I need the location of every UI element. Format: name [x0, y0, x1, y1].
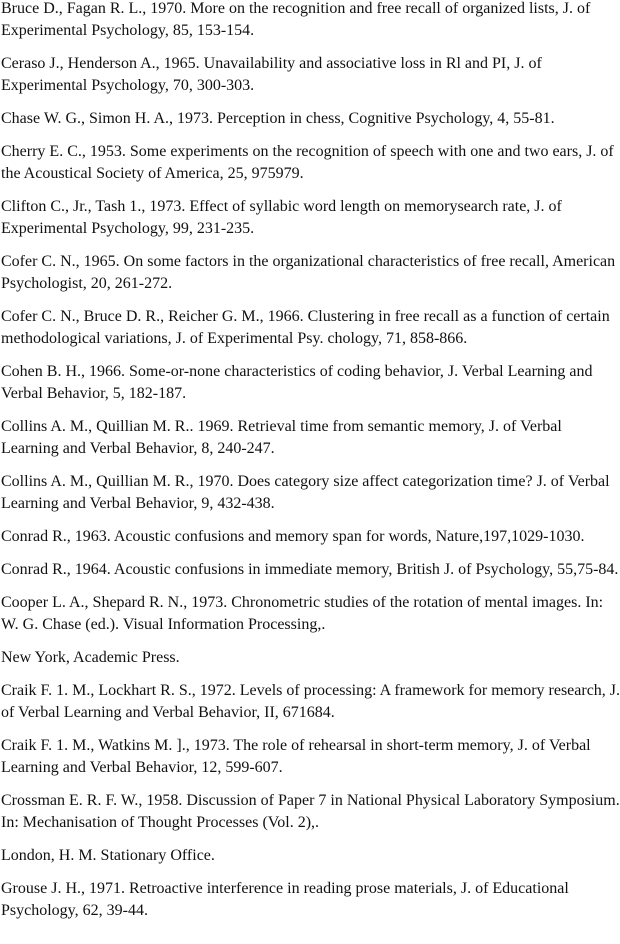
reference-entry: [1, 559, 620, 581]
reference-line: Conrad R., 1964. Acoustic confusions in immediate memory, British J. of Psychology, 55,75-84.: [1, 561, 619, 578]
reference-line: Learning and Verbal Behavior, 9, 432-438.: [1, 495, 275, 512]
reference-entry: [1, 647, 620, 669]
reference-entry: [1, 680, 620, 724]
reference-line: W. G. Chase (ed.). Visual Information Processing,.: [1, 616, 326, 633]
reference-line: Collins A. M., Quillian M. R., 1970. Does category size affect categorization time? J. of Verbal: [1, 473, 610, 490]
reference-line: Cherry E. C., 1953. Some experiments on the recognition of speech with one and two ears, J. of: [1, 143, 614, 160]
reference-entry: [1, 108, 620, 130]
reference-line: Ceraso J., Henderson A., 1965. Unavailability and associative loss in Rl and PI, J. of: [1, 55, 542, 72]
reference-line: Conrad R., 1963. Acoustic confusions and memory span for words, Nature,197,1029-1030.: [1, 528, 585, 545]
reference-entry: [1, 878, 620, 922]
reference-line: Bruce D., Fagan R. L., 1970. More on the recognition and free recall of organized lists, J. of: [1, 0, 591, 17]
reference-entry: [1, 790, 620, 834]
reference-line: Collins A. M., Quillian M. R.. 1969. Retrieval time from semantic memory, J. of Verbal: [1, 418, 562, 435]
reference-entry: [1, 361, 620, 405]
reference-line: Cooper L. A., Shepard R. N., 1973. Chronometric studies of the rotation of mental images. In:: [1, 594, 604, 611]
reference-line: Cohen B. H., 1966. Some-or-none characteristics of coding behavior, J. Verbal Learning and: [1, 363, 593, 380]
reference-line: Psychologist, 20, 261-272.: [1, 275, 173, 292]
reference-line: of Verbal Learning and Verbal Behavior, II, 671684.: [1, 704, 335, 721]
reference-line: Craik F. 1. M., Watkins M. ]., 1973. The role of rehearsal in short-term memory, J. of Verbal: [1, 737, 591, 754]
reference-line: New York, Academic Press.: [1, 649, 180, 666]
reference-line: Experimental Psychology, 85, 153-154.: [1, 22, 255, 39]
reference-entry: [1, 416, 620, 460]
reference-entry: [1, 141, 620, 185]
reference-line: London, H. M. Stationary Office.: [1, 847, 215, 864]
reference-entry: [1, 196, 620, 240]
reference-entry: [1, 251, 620, 295]
reference-line: Grouse J. H., 1971. Retroactive interference in reading prose materials, J. of Educational: [1, 880, 569, 897]
reference-line: In: Mechanisation of Thought Processes (Vol. 2),.: [1, 814, 320, 831]
reference-line: Verbal Behavior, 5, 182-187.: [1, 385, 187, 402]
reference-entry: [1, 845, 620, 867]
reference-entry: [1, 53, 620, 97]
reference-line: Cofer C. N., Bruce D. R., Reicher G. M., 1966. Clustering in free recall as a function of certain: [1, 308, 610, 325]
reference-entry: [1, 471, 620, 515]
reference-line: Chase W. G., Simon H. A., 1973. Perception in chess, Cognitive Psychology, 4, 55-81.: [1, 110, 555, 127]
reference-line: Learning and Verbal Behavior, 8, 240-247.: [1, 440, 275, 457]
reference-entry: [1, 592, 620, 636]
reference-line: Clifton C., Jr., Tash 1., 1973. Effect of syllabic word length on memorysearch rate, J. of: [1, 198, 562, 215]
reference-line: Learning and Verbal Behavior, 12, 599-607.: [1, 759, 283, 776]
reference-line: Experimental Psychology, 70, 300-303.: [1, 77, 255, 94]
reference-line: Cofer C. N., 1965. On some factors in the organizational characteristics of free recall, American: [1, 253, 616, 270]
reference-line: the Acoustical Society of America, 25, 975979.: [1, 165, 304, 182]
reference-entry: [1, 306, 620, 350]
reference-line: Craik F. 1. M., Lockhart R. S., 1972. Levels of processing: A framework for memory research, J.: [1, 682, 620, 699]
reference-line: methodological variations, J. of Experimental Psy. chology, 71, 858-866.: [1, 330, 468, 347]
reference-entry: [1, 526, 620, 548]
reference-line: Crossman E. R. F. W., 1958. Discussion of Paper 7 in National Physical Laboratory Symposium.: [1, 792, 620, 809]
reference-entry: [1, 0, 620, 42]
reference-line: Psychology, 62, 39-44.: [1, 902, 148, 919]
reference-entry: [1, 735, 620, 779]
reference-line: Experimental Psychology, 99, 231-235.: [1, 220, 255, 237]
